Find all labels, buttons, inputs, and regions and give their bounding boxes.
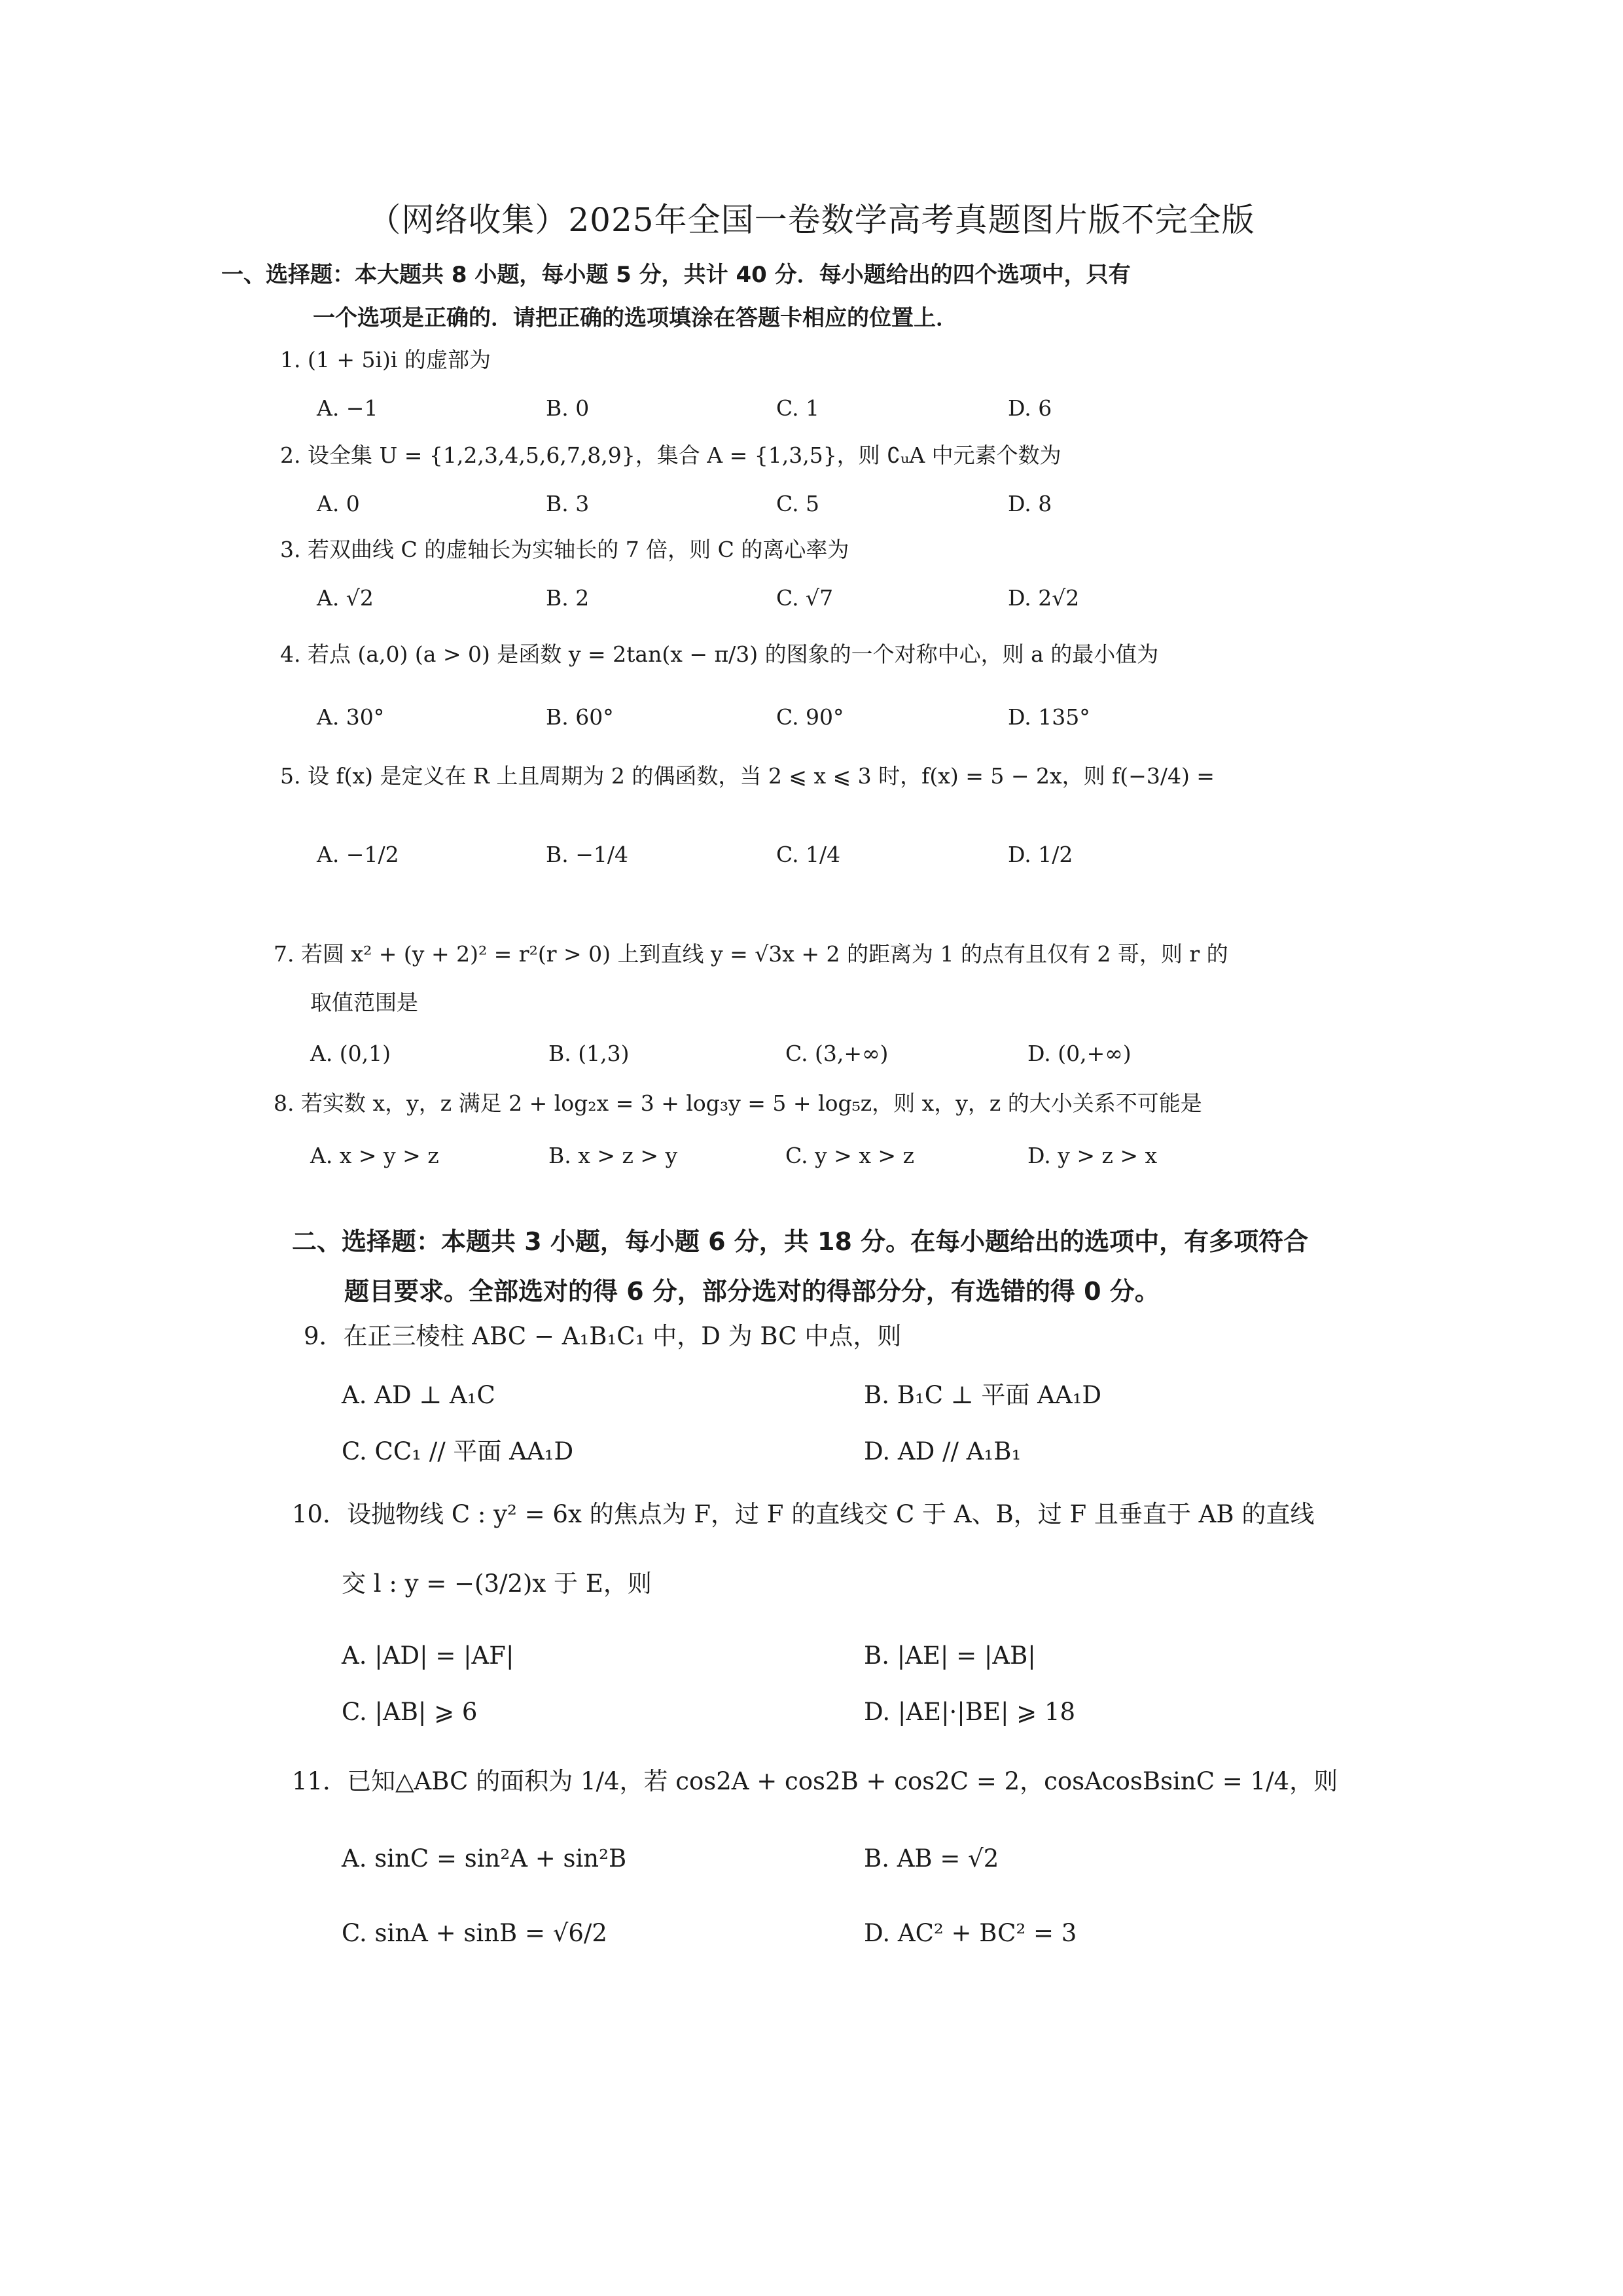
question-8-option-d: D. y > z > x <box>1027 1143 1158 1168</box>
question-11-option-b: B. AB = √2 <box>864 1844 999 1873</box>
question-5-option-b: B. −1/4 <box>546 842 628 867</box>
question-5-option-d: D. 1/2 <box>1008 842 1073 867</box>
question-9-option-c: C. CC₁ // 平面 AA₁D <box>342 1437 574 1465</box>
question-3-option-b: B. 2 <box>546 585 590 611</box>
question-10-option-b: B. |AE| = |AB| <box>864 1641 1036 1670</box>
question-9-option-b: B. B₁C ⊥ 平面 AA₁D <box>864 1381 1102 1409</box>
question-7-option-a: A. (0,1) <box>310 1041 391 1066</box>
question-2-stem: 2. 设全集 U = {1,2,3,4,5,6,7,8,9}，集合 A = {1,3,5}，则 ∁ᵤA 中元素个数为 <box>280 442 1061 468</box>
question-1-stem: 1. (1 + 5i)i 的虚部为 <box>280 347 491 372</box>
question-11-option-c: C. sinA + sinB = √6/2 <box>342 1919 607 1947</box>
question-8-option-c: C. y > x > z <box>785 1143 914 1168</box>
question-11-option-d: D. AC² + BC² = 3 <box>864 1919 1077 1947</box>
question-2-option-a: A. 0 <box>317 491 360 516</box>
question-10-stem-line2: 交 l : y = −(3/2)x 于 E，则 <box>342 1570 652 1598</box>
question-3-option-d: D. 2√2 <box>1008 585 1080 611</box>
question-2-option-c: C. 5 <box>776 491 820 516</box>
question-4-option-a: A. 30° <box>317 704 385 730</box>
question-10-option-a: A. |AD| = |AF| <box>342 1641 514 1670</box>
question-9-option-d: D. AD // A₁B₁ <box>864 1437 1022 1465</box>
question-1-option-b: B. 0 <box>546 395 590 421</box>
question-2-option-b: B. 3 <box>546 491 590 516</box>
section-1-heading-line2: 一个选项是正确的．请把正确的选项填涂在答题卡相应的位置上． <box>313 305 958 331</box>
question-5-option-c: C. 1/4 <box>776 842 841 867</box>
question-8-option-a: A. x > y > z <box>310 1143 439 1168</box>
question-3-option-a: A. √2 <box>317 585 374 611</box>
question-7-stem: 7. 若圆 x² + (y + 2)² = r²(r > 0) 上到直线 y = √3x + 2 的距离为 1 的点有且仅有 2 哥，则 r 的 <box>274 941 1228 967</box>
section-1-heading-line1: 一、选择题：本大题共 8 小题，每小题 5 分，共计 40 分．每小题给出的四个选项中，只有 <box>221 262 1131 288</box>
question-1-option-c: C. 1 <box>776 395 820 421</box>
question-8-stem: 8. 若实数 x，y，z 满足 2 + log₂x = 3 + log₃y = 5 + log₅z，则 x，y，z 的大小关系不可能是 <box>274 1090 1202 1116</box>
question-10-stem: 10．设抛物线 C : y² = 6x 的焦点为 F，过 F 的直线交 C 于 A、B，过 F 且垂直于 AB 的直线 <box>292 1500 1315 1528</box>
question-3-option-c: C. √7 <box>776 585 834 611</box>
section-2-heading-line1: 二、选择题：本题共 3 小题，每小题 6 分，共 18 分。在每小题给出的选项中，有多项符合 <box>292 1227 1309 1256</box>
section-2-heading-line2: 题目要求。全部选对的得 6 分，部分选对的得部分分，有选错的得 0 分。 <box>344 1277 1160 1306</box>
question-1-option-a: A. −1 <box>317 395 378 421</box>
question-11-option-a: A. sinC = sin²A + sin²B <box>342 1844 627 1873</box>
question-4-option-c: C. 90° <box>776 704 844 730</box>
question-9-option-a: A. AD ⊥ A₁C <box>342 1381 495 1409</box>
question-7-option-c: C. (3,+∞) <box>785 1041 889 1066</box>
question-3-stem: 3. 若双曲线 C 的虚轴长为实轴长的 7 倍，则 C 的离心率为 <box>280 537 849 562</box>
question-4-option-d: D. 135° <box>1008 704 1090 730</box>
question-4-stem: 4. 若点 (a,0) (a > 0) 是函数 y = 2tan(x − π/3) 的图象的一个对称中心，则 a 的最小值为 <box>280 641 1159 667</box>
question-7-option-b: B. (1,3) <box>548 1041 630 1066</box>
question-7-option-d: D. (0,+∞) <box>1027 1041 1132 1066</box>
question-5-option-a: A. −1/2 <box>317 842 399 867</box>
question-4-option-b: B. 60° <box>546 704 614 730</box>
document-title: （网络收集）2025年全国一卷数学高考真题图片版不完全版 <box>368 201 1255 239</box>
question-5-stem: 5. 设 f(x) 是定义在 R 上且周期为 2 的偶函数，当 2 ⩽ x ⩽ 3 时，f(x) = 5 − 2x，则 f(−3/4) = <box>280 763 1215 789</box>
question-9-stem: 9．在正三棱柱 ABC − A₁B₁C₁ 中，D 为 BC 中点，则 <box>304 1322 902 1350</box>
question-10-option-d: D. |AE|·|BE| ⩾ 18 <box>864 1698 1076 1726</box>
question-1-option-d: D. 6 <box>1008 395 1052 421</box>
question-10-option-c: C. |AB| ⩾ 6 <box>342 1698 478 1726</box>
question-7-stem-line2: 取值范围是 <box>310 990 418 1015</box>
question-8-option-b: B. x > z > y <box>548 1143 678 1168</box>
question-2-option-d: D. 8 <box>1008 491 1052 516</box>
question-11-stem: 11．已知△ABC 的面积为 1/4，若 cos2A + cos2B + cos2C = 2，cosAcosBsinC = 1/4，则 <box>292 1767 1338 1795</box>
